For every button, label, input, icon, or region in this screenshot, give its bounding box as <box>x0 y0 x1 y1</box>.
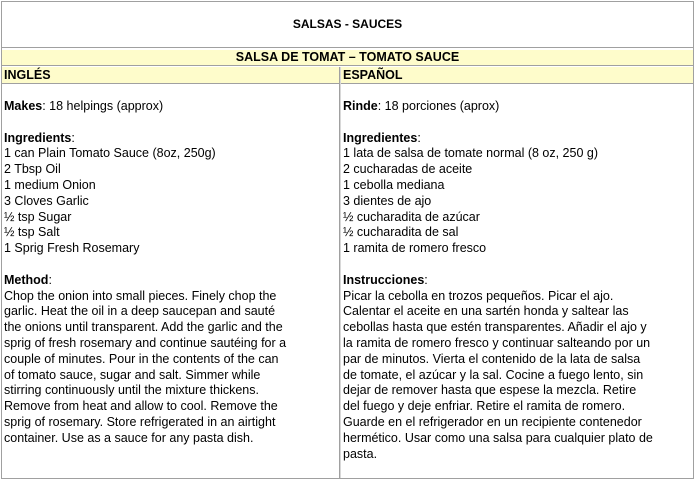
ingredient-item: 1 medium Onion <box>4 177 96 192</box>
method-line: pasta. <box>343 446 378 461</box>
english-column <box>4 99 337 447</box>
method-label: Instrucciones <box>343 272 425 287</box>
method-line: Guarde en el refrigerador en un recipiente contenedor <box>343 414 642 429</box>
method-line: la ramita de romero fresco y continuar salteando por un <box>343 335 651 350</box>
method-line: hermético. Usar como una salsa para cualquier plato de <box>343 430 653 445</box>
ingredient-item: 1 Sprig Fresh Rosemary <box>4 241 140 256</box>
ingredient-item: ½ cucharadita de sal <box>343 225 459 240</box>
method-line: dejar de remover hasta que espese la mezcla. Retire <box>343 383 637 398</box>
method-line: del fuego y deje enfriar. Retire el ramita de romero. <box>343 399 626 414</box>
makes-line <box>4 99 337 115</box>
method-line: Chop the onion into small pieces. Finely chop the <box>4 288 277 303</box>
method-heading <box>343 273 693 289</box>
spanish-column-header: ESPAÑOL <box>341 67 693 84</box>
ingredient-item: ½ cucharadita de azúcar <box>343 209 480 224</box>
ingredient-item: 3 dientes de ajo <box>343 193 432 208</box>
method-line: the onions until transparent. Add the garlic and the <box>4 320 283 335</box>
method-colon: : <box>48 272 52 287</box>
method-colon: : <box>424 272 428 287</box>
ingredient-item: 1 can Plain Tomato Sauce (8oz, 250g) <box>4 146 216 161</box>
method-line: sprig of fresh rosemary and continue sautéing for a <box>4 335 287 350</box>
english-column-header: INGLÉS <box>2 67 339 84</box>
ingredients-colon: : <box>417 130 421 145</box>
makes-line <box>343 99 693 115</box>
method-line: couple of minutes. Pour in the contents of the can <box>4 351 279 366</box>
method-line: container. Use as a sauce for any pasta dish. <box>4 430 254 445</box>
method-line: stirring continuously until the mixture thickens. <box>4 383 259 398</box>
ingredients-heading <box>343 131 693 147</box>
ingredient-item: 3 Cloves Garlic <box>4 193 89 208</box>
method-line: cebollas hasta que estén transparentes. Añadir el ajo y <box>343 320 647 335</box>
method-line: de tomate, el azúcar y la sal. Cocine a fuego lento, sin <box>343 367 644 382</box>
method-line: Calentar el aceite en una sartén honda y saltear las <box>343 304 629 319</box>
ingredient-item: ½ tsp Sugar <box>4 209 72 224</box>
ingredient-item: 1 ramita de romero fresco <box>343 241 487 256</box>
page-title: SALSAS - SAUCES <box>1 1 694 48</box>
method-line: Remove from heat and allow to cool. Remove the <box>4 399 278 414</box>
method-line: par de minutos. Vierta el contenido de la lata de salsa <box>343 351 641 366</box>
makes-value: : 18 porciones (aprox) <box>377 99 500 113</box>
ingredient-item: 1 cebolla mediana <box>343 177 445 192</box>
makes-value: : 18 helpings (approx) <box>42 99 164 113</box>
makes-label: Rinde <box>343 99 378 113</box>
ingredients-label: Ingredients <box>4 130 72 145</box>
ingredient-item: 1 lata de salsa de tomate normal (8 oz, 250 g) <box>343 146 599 161</box>
spanish-column <box>343 99 693 462</box>
ingredient-item: 2 Tbsp Oil <box>4 162 61 177</box>
method-heading <box>4 273 337 289</box>
ingredient-item: 2 cucharadas de aceite <box>343 162 473 177</box>
ingredients-label: Ingredientes <box>343 130 418 145</box>
recipe-title: SALSA DE TOMAT – TOMATO SAUCE <box>2 50 693 66</box>
ingredient-item: ½ tsp Salt <box>4 225 60 240</box>
column-divider <box>339 67 341 478</box>
method-line: of tomato sauce, sugar and salt. Simmer while <box>4 367 261 382</box>
ingredients-heading <box>4 131 337 147</box>
method-line: sprig of rosemary. Store refrigerated in an airtight <box>4 414 276 429</box>
ingredients-colon: : <box>71 130 75 145</box>
method-label: Method <box>4 272 49 287</box>
method-line: Picar la cebolla en trozos pequeños. Picar el ajo. <box>343 288 614 303</box>
method-line: garlic. Heat the oil in a deep saucepan and sauté <box>4 304 276 319</box>
makes-label: Makes <box>4 99 43 113</box>
